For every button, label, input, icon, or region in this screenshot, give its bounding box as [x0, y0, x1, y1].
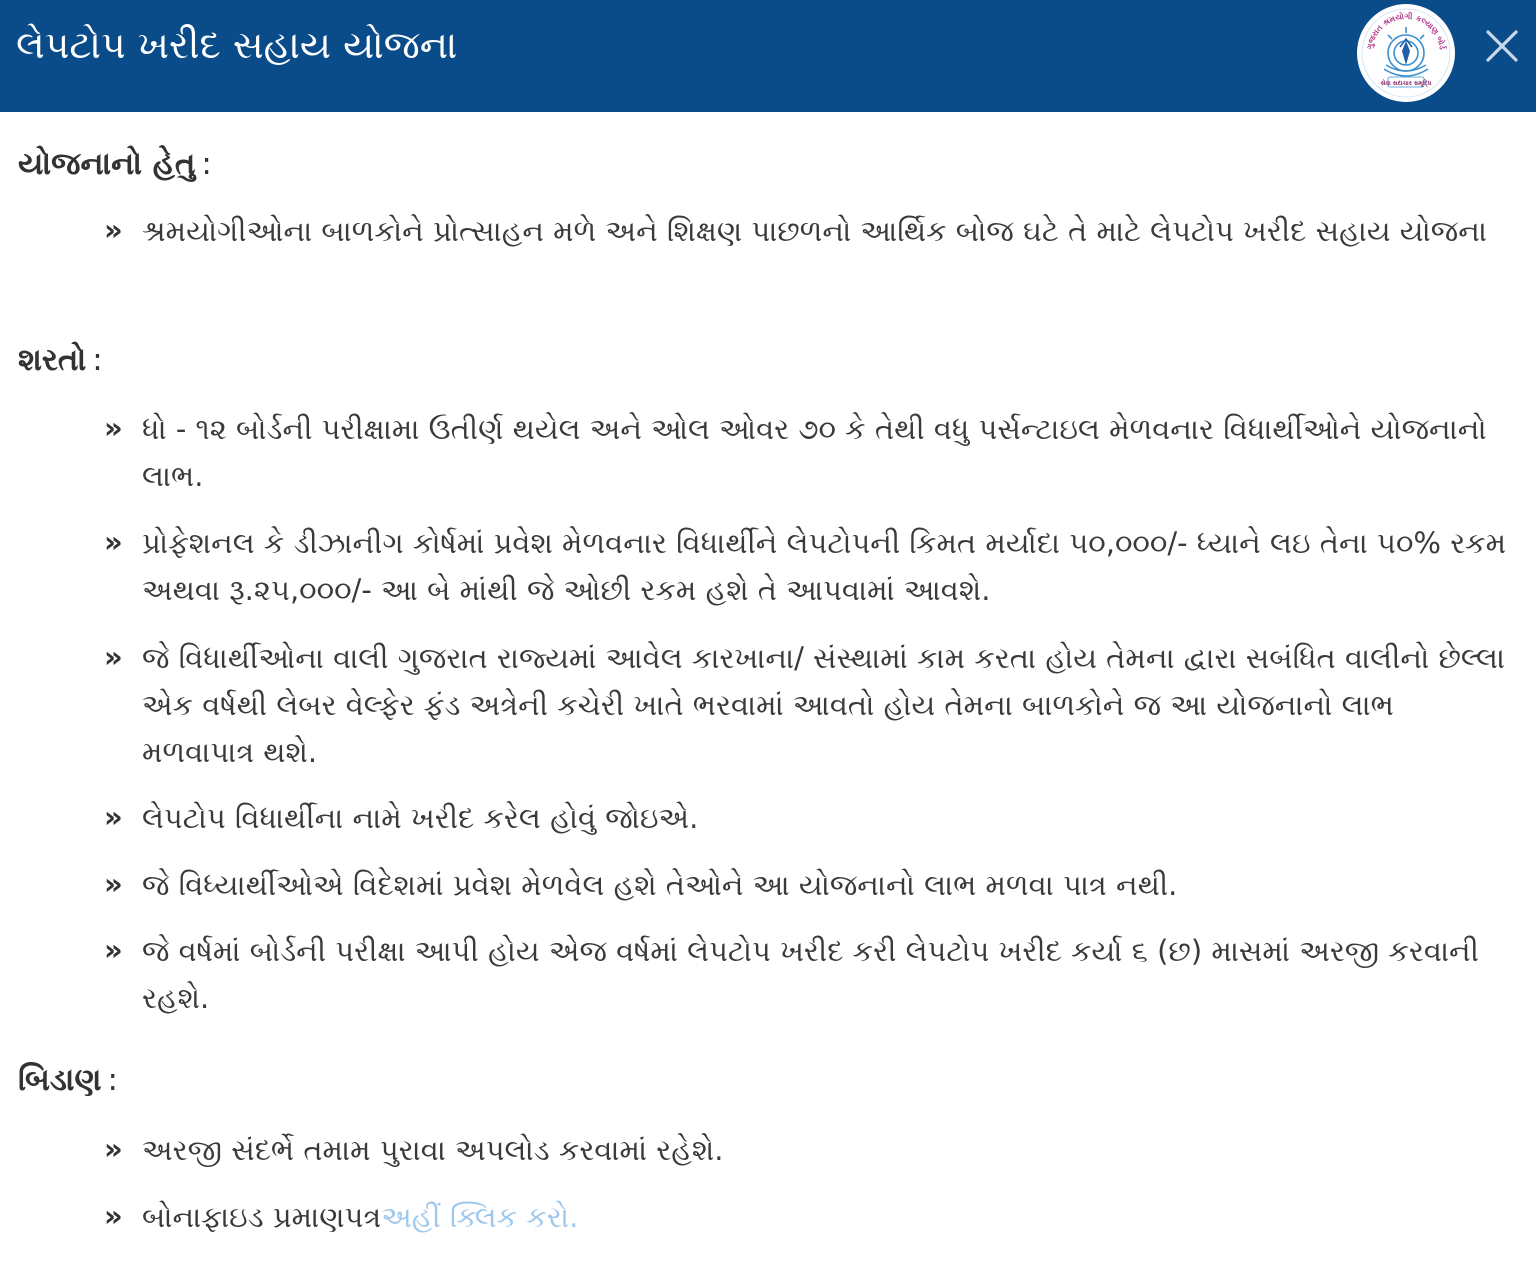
list-item: જે વિધ્યાર્થીઓએ વિદેશમાં પ્રવેશ મેળવેલ હશે તેઓને આ યોજનાનો લાભ મળવા પાત્ર નથી.	[142, 868, 1178, 902]
modal-title: લેપટોપ ખરીદ સહાય યોજના	[16, 23, 458, 67]
modal-header	[0, 0, 1536, 112]
board-logo-icon	[1356, 3, 1456, 103]
chevron-double-right-icon: »	[104, 1199, 123, 1233]
section-heading-attachments	[18, 1058, 118, 1102]
list-item: શ્રમયોગીઓના બાળકોને પ્રોત્સાહન મળે અને શિક્ષણ પાછળનો આર્થિક બોજ ઘટે તે માટે લેપટોપ ખરીદ સહાય યોજના	[142, 214, 1487, 248]
list-item: જે વિધાર્થીઓના વાલી ગુજરાત રાજ્યમાં આવેલ કારખાના/ સંસ્થામાં કામ કરતા હોય તેમના દ્વારા સબંધિત વાલીનો છેલ્લા એક વર્ષથી લેબર વેલ્ફેર ફંડ અત્રેની કચેરી ખાતે ભરવામાં આવતો હોય તેમના બાળકોને જ આ યોજનાનો લાભ મળવાપાત્ર થશે.	[142, 641, 1505, 769]
heading-text: યોજનાનો હેતુ	[18, 146, 196, 182]
chevron-double-right-icon: »	[104, 525, 123, 559]
chevron-double-right-icon: »	[104, 640, 123, 674]
logo-text-top: ગુજરાત શ્રમયોગી કલ્યાણ બોર્ડ	[1365, 11, 1447, 51]
heading-colon: :	[107, 1062, 118, 1098]
logo-text-bottom: સેવા સદાચાર સમૃદ્ધિ	[1380, 80, 1432, 87]
close-icon[interactable]	[1480, 24, 1524, 68]
list-item: અરજી સંદર્ભે તમામ પુરાવા અપલોડ કરવામાં રહેશે.	[142, 1133, 724, 1167]
heading-colon: :	[92, 342, 103, 378]
list-item: જે વર્ષમાં બોર્ડની પરીક્ષા આપી હોય એજ વર્ષમાં લેપટોપ ખરીદ કરી લેપટોપ ખરીદ કર્યા ૬ (છ) માસમાં અરજી કરવાની રહશે.	[142, 934, 1479, 1015]
chevron-double-right-icon: »	[104, 867, 123, 901]
chevron-double-right-icon: »	[104, 933, 123, 967]
list-item	[142, 1194, 1512, 1241]
click-here-link[interactable]: અહીં ક્લિક કરો.	[381, 1200, 579, 1234]
chevron-double-right-icon: »	[104, 1132, 123, 1166]
chevron-double-right-icon: »	[104, 411, 123, 445]
chevron-double-right-icon: »	[104, 800, 123, 834]
heading-colon: :	[201, 146, 212, 182]
list-item: લેપટોપ વિધાર્થીના નામે ખરીદ કરેલ હોવું જોઇએ.	[142, 801, 699, 835]
section-heading-purpose	[18, 142, 212, 186]
list-item: પ્રોફેશનલ કે ડીઝાનીગ કોર્ષમાં પ્રવેશ મેળવનાર વિધાર્થીને લેપટોપની કિમત મર્યાદા ૫૦,૦૦૦/- ધ્યાને લઇ તેના ૫૦% રકમ અથવા રૂ.૨૫,૦૦૦/- આ બે માંથી જે ઓછી રકમ હશે તે આપવામાં આવશે.	[142, 526, 1507, 607]
bonafide-label: બોનાફાઇડ પ્રમાણપત્ર	[142, 1200, 382, 1234]
list-item: ધો - ૧૨ બોર્ડની પરીક્ષામા ઉતીર્ણ થયેલ અને ઓલ ઓવર ૭૦ કે તેથી વધુ પર્સન્ટાઇલ મેળવનાર વિધાર્થીઓને યોજનાનો લાભ.	[142, 412, 1487, 493]
heading-text: બિડાણ	[18, 1062, 102, 1098]
chevron-double-right-icon: »	[104, 213, 123, 247]
heading-text: શરતો	[18, 342, 87, 378]
section-heading-conditions	[18, 338, 103, 382]
